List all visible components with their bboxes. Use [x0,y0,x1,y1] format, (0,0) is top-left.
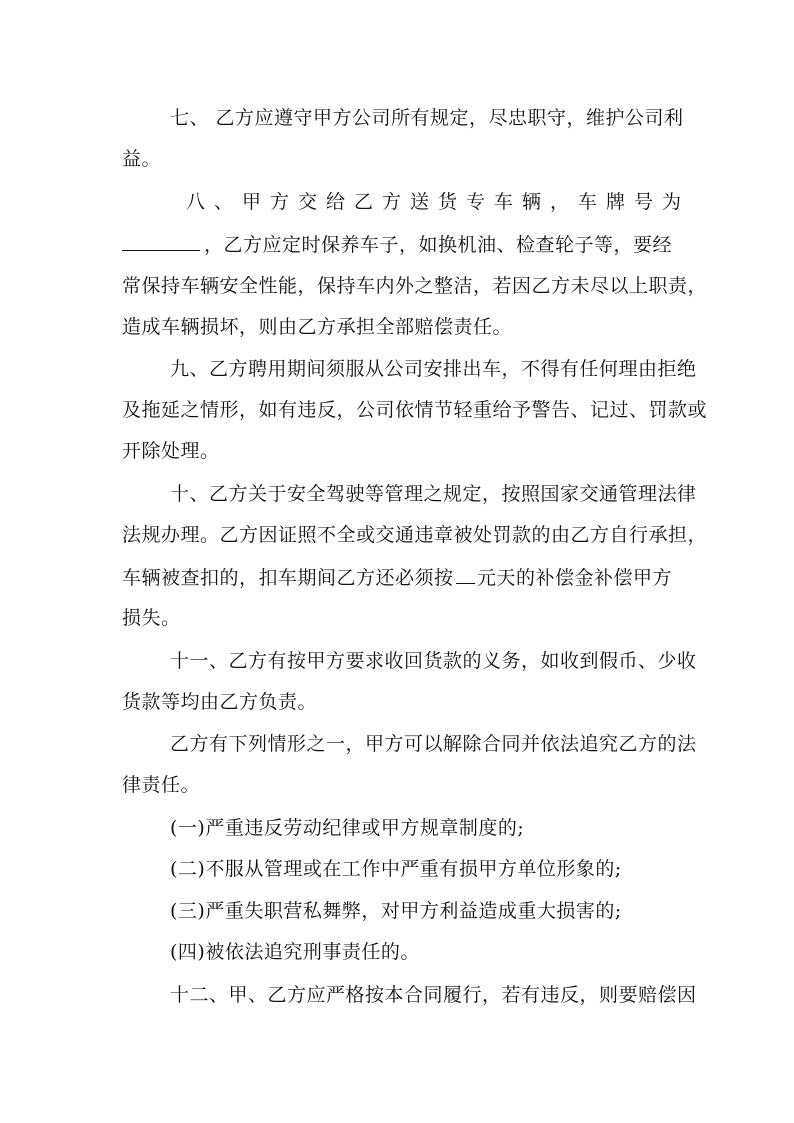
clause-9-line-1: 九、乙方聘用期间须服从公司安排出车，不得有任何理由拒绝 [170,358,697,380]
clause-10-text-a: 车辆被查扣的，扣车期间乙方还必须按 [122,567,454,589]
clause-12-line-1: 十二、甲、乙方应严格按本合同履行，若有违反，则要赔偿因 [170,984,697,1006]
compensation-amount-blank [456,565,475,584]
clause-9-line-2: 及拖延之情形，如有违反，公司依情节轻重给予警告、记过、罚款或 [122,399,708,421]
clause-11-line-2: 货款等均由乙方负责。 [122,691,318,713]
clause-9-line-3: 开除处理。 [122,440,220,462]
clause-8-text-c: ，乙方应定时保养车子，如换机油、检查轮子等，要经 [203,234,672,256]
clause-10-text-b: 元天的补偿金补偿甲方 [476,567,672,589]
clause-10-line-2: 法规办理。乙方因证照不全或交通违章被处罚款的由乙方自行承担， [122,524,708,546]
clause-8-text-b: 辆，车牌号为 [522,191,691,213]
termination-item-3: (三)严重失职营私舞弊，对甲方利益造成重大损害的; [170,900,622,922]
clause-8-line-3: 常保持车辆安全性能，保持车内外之整洁，若因乙方未尽以上职责， [122,275,708,297]
termination-item-2: (二)不服从管理或在工作中严重有损甲方单位形象的; [170,858,622,880]
clause-8-line-4: 造成车辆损坏，则由乙方承担全部赔偿责任。 [122,316,513,338]
termination-line-2: 律责任。 [122,774,201,796]
clause-10-line-1: 十、乙方关于安全驾驶等管理之规定，按照国家交通管理法律 [170,483,697,505]
clause-8-line-1 [186,190,691,214]
clause-8-text-a: 八、甲方交给乙方送货专车 [186,191,523,213]
clause-10-line-3 [122,565,672,590]
clause-7-line-1: 七、 乙方应遵守甲方公司所有规定，尽忠职守，维护公司利 [170,107,684,129]
termination-item-1: (一)严重违反劳动纪律或甲方规章制度的; [170,817,525,839]
clause-8-line-2 [122,232,672,257]
clause-7-line-2: 益。 [122,148,162,170]
clause-10-line-4: 损失。 [122,607,181,629]
termination-item-4: (四)被依法追究刑事责任的。 [170,941,420,963]
clause-11-line-1: 十一、乙方有按甲方要求收回货款的义务，如收到假币、少收 [170,650,697,672]
termination-line-1: 乙方有下列情形之一，甲方可以解除合同并依法追究乙方的法 [170,733,697,755]
plate-number-blank [122,232,200,251]
